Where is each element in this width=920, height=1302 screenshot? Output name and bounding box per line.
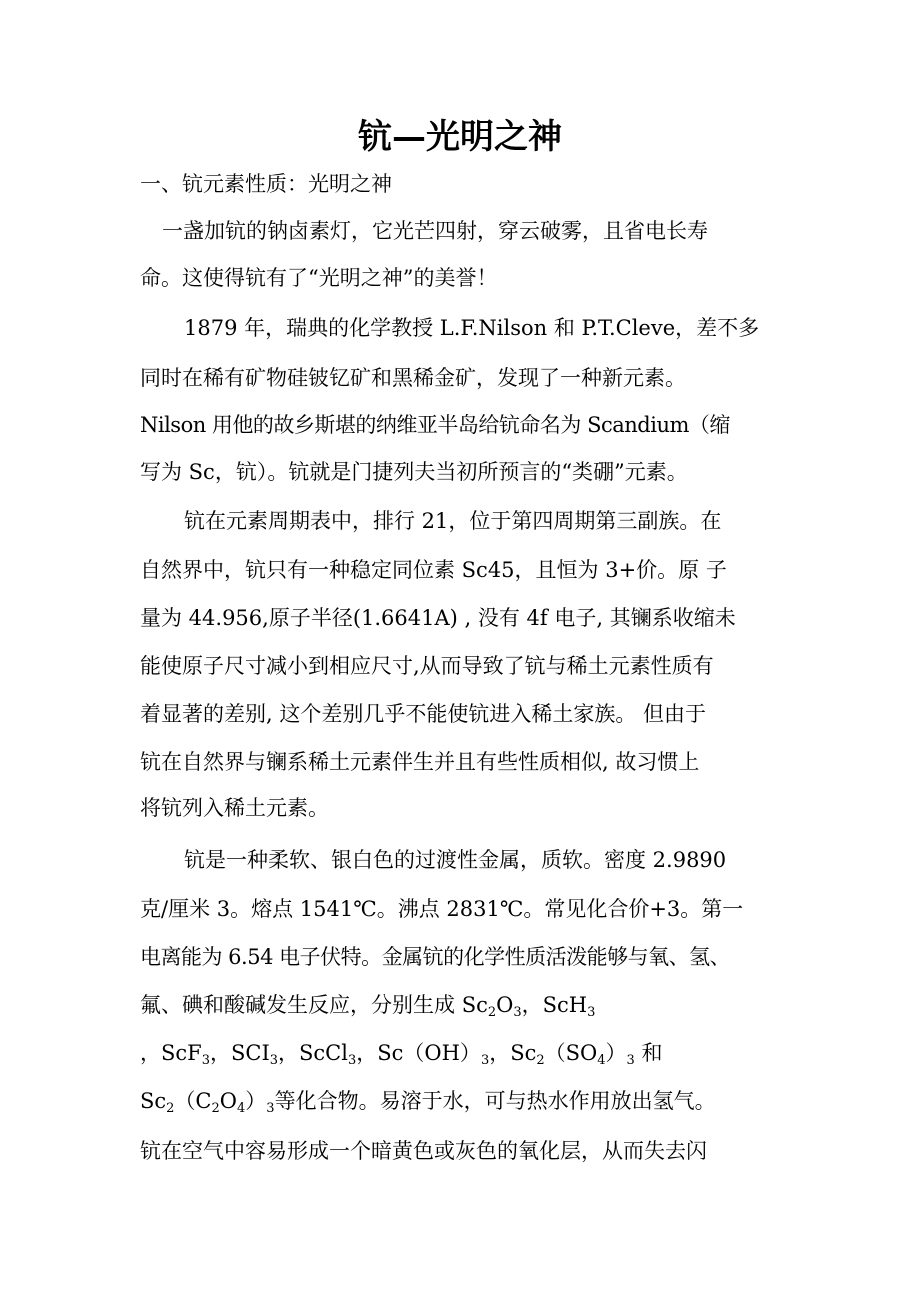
formula-run: ，Sc bbox=[489, 1041, 537, 1065]
paragraph-line-formula bbox=[140, 1030, 663, 1076]
paragraph-line: 着显著的差别, 这个差别几乎不能使钪进入稀土家族。 但由于 bbox=[140, 702, 707, 726]
section-heading: 一、钪元素性质：光明之神 bbox=[140, 172, 392, 196]
subscript: 3 bbox=[626, 1053, 635, 1068]
formula-run: （SO bbox=[544, 1041, 598, 1065]
paragraph-line: 将钪列入稀土元素。 bbox=[140, 796, 329, 820]
subscript: 3 bbox=[269, 1053, 279, 1068]
formula-run: O bbox=[219, 1089, 238, 1113]
formula-run: Sc bbox=[140, 1089, 167, 1113]
paragraph-line: 钪是一种柔软、银白色的过渡性金属，质软。密度 2.9890 bbox=[184, 848, 727, 872]
subscript: 2 bbox=[487, 1005, 497, 1020]
paragraph-line: 命。这使得钪有了“光明之神”的美誉！ bbox=[140, 266, 498, 290]
subscript: 3 bbox=[266, 1101, 275, 1116]
formula-run: ） bbox=[245, 1089, 267, 1113]
document-title: 钪—光明之神 bbox=[358, 117, 562, 157]
paragraph-line: 自然界中，钪只有一种稳定同位素 Sc45，且恒为 3+价。原 子 bbox=[140, 558, 727, 582]
paragraph-line: 量为 44.956,原子半径(1.6641A) , 没有 4f 电子, 其镧系收缩未 bbox=[140, 606, 736, 630]
formula-run: ） bbox=[605, 1041, 627, 1065]
subscript: 4 bbox=[237, 1101, 246, 1116]
subscript: 3 bbox=[347, 1053, 357, 1068]
paragraph-line-formula bbox=[140, 982, 595, 1028]
formula-run: ，Sc（OH） bbox=[356, 1041, 481, 1065]
subscript: 3 bbox=[513, 1005, 522, 1020]
subscript: 4 bbox=[597, 1053, 606, 1068]
subscript: 2 bbox=[166, 1101, 175, 1116]
paragraph-line: 钪在空气中容易形成一个暗黄色或灰色的氧化层，从而失去闪 bbox=[140, 1139, 707, 1163]
paragraph-line: 钪在元素周期表中，排行 21，位于第四周期第三副族。在 bbox=[184, 509, 722, 533]
paragraph-line: 能使原子尺寸减小到相应尺寸,从而导致了钪与稀土元素性质有 bbox=[140, 654, 714, 678]
paragraph-line: 一盏加钪的钠卤素灯，它光芒四射，穿云破雾，且省电长寿 bbox=[162, 219, 708, 243]
subscript: 2 bbox=[536, 1053, 545, 1068]
subscript: 3 bbox=[480, 1053, 490, 1068]
formula-run: ，ScF bbox=[140, 1041, 202, 1065]
subscript: 3 bbox=[201, 1053, 210, 1068]
text-run: 氟、碘和酸碱发生反应，分别生成 bbox=[140, 993, 462, 1017]
formula-run: （C bbox=[174, 1089, 212, 1113]
paragraph-line: 电离能为 6.54 电子伏特。金属钪的化学性质活泼能够与氧、氢、 bbox=[140, 945, 731, 969]
paragraph-line: Nilson 用他的故乡斯堪的纳维亚半岛给钪命名为 Scandium（缩 bbox=[140, 413, 730, 437]
paragraph-line: 1879 年，瑞典的化学教授 L.F.Nilson 和 P.T.Cleve，差不多 bbox=[184, 316, 760, 340]
paragraph-line: 克/厘米 3。熔点 1541℃。沸点 2831℃。常见化合价+3。第一 bbox=[140, 897, 744, 921]
text-run: 等化合物。易溶于水，可与热水作用放出氢气。 bbox=[274, 1089, 716, 1113]
formula-run: ，ScCl bbox=[278, 1041, 348, 1065]
paragraph-line: 钪在自然界与镧系稀土元素伴生并且有些性质相似, 故习惯上 bbox=[140, 750, 700, 774]
formula-run: ，SCI bbox=[210, 1041, 270, 1065]
subscript: 2 bbox=[211, 1101, 220, 1116]
paragraph-line: 同时在稀有矿物硅铍钇矿和黑稀金矿，发现了一种新元素。 bbox=[140, 366, 686, 390]
subscript: 3 bbox=[587, 1005, 596, 1020]
formula-run: Sc bbox=[461, 993, 488, 1017]
paragraph-line: 写为 Sc，钪）。钪就是门捷列夫当初所预言的“类硼”元素。 bbox=[140, 460, 688, 484]
formula-run: ，ScH bbox=[521, 993, 588, 1017]
paragraph-line-formula bbox=[140, 1078, 716, 1124]
formula-run: 和 bbox=[634, 1041, 663, 1065]
formula-run: O bbox=[496, 993, 514, 1017]
